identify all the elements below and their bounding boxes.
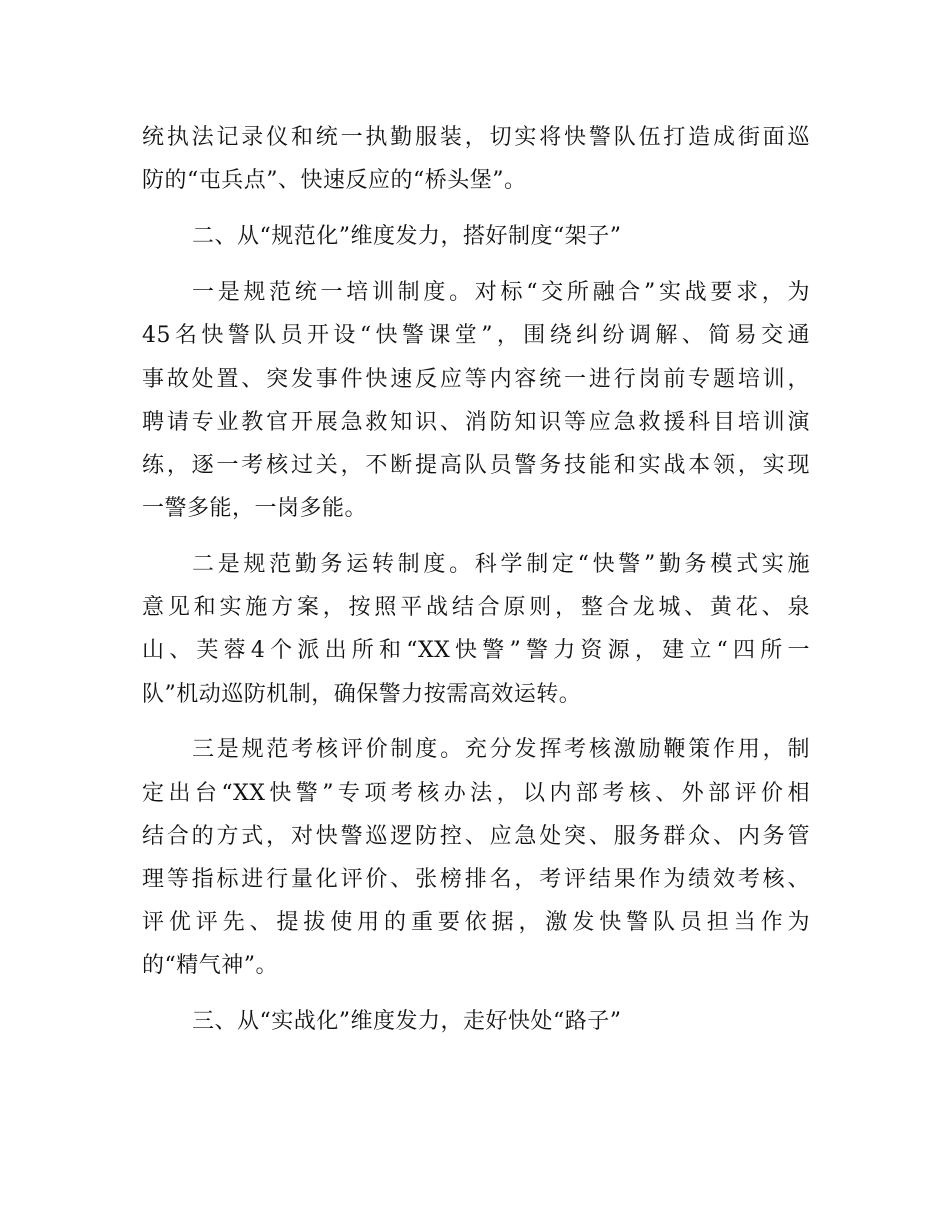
paragraph-line: 定出台“XX快警”专项考核办法，以内部考核、外部评价相 <box>142 781 810 806</box>
paragraph-line: 评优评先、提拔使用的重要依据，激发快警队员担当作为 <box>142 910 810 935</box>
paragraph-line: 一警多能，一岗多能。 <box>142 496 368 521</box>
paragraph-line: 理等指标进行量化评价、张榜排名，考评结果作为绩效考核、 <box>142 867 810 892</box>
paragraph-line: 45名快警队员开设“快警课堂”，围绕纠纷调解、简易交通 <box>142 323 810 348</box>
paragraph-line: 队”机动巡防机制，确保警力按需高效运转。 <box>142 682 582 707</box>
paragraph-line: 三是规范考核评价制度。充分发挥考核激励鞭策作用，制 <box>192 737 810 762</box>
section-heading: 二、从“规范化”维度发力，搭好制度“架子” <box>192 224 622 249</box>
paragraph-line: 聘请专业教官开展急救知识、消防知识等应急救援科目培训演 <box>142 410 810 435</box>
paragraph-line: 结合的方式，对快警巡逻防控、应急处突、服务群众、内务管 <box>142 824 810 849</box>
paragraph-line: 事故处置、突发事件快速反应等内容统一进行岗前专题培训， <box>142 367 810 392</box>
section-heading: 三、从“实战化”维度发力，走好快处“路子” <box>192 1009 622 1034</box>
paragraph-line: 的“精气神”。 <box>142 953 278 978</box>
paragraph-line: 练，逐一考核过关，不断提高队员警务技能和实战本领，实现 <box>142 453 810 478</box>
paragraph-line: 二是规范勤务运转制度。科学制定“快警”勤务模式实施 <box>192 552 810 577</box>
paragraph-line: 一是规范统一培训制度。对标“交所融合”实战要求，为 <box>192 280 810 305</box>
paragraph-line: 防的“屯兵点”、快速反应的“桥头堡”。 <box>142 168 527 193</box>
paragraph-line: 山、芙蓉4个派出所和“XX快警”警力资源，建立“四所一 <box>142 638 810 663</box>
paragraph-line: 统执法记录仪和统一执勤服装，切实将快警队伍打造成街面巡 <box>142 125 810 150</box>
paragraph-line: 意见和实施方案，按照平战结合原则，整合龙城、黄花、泉 <box>142 595 810 620</box>
